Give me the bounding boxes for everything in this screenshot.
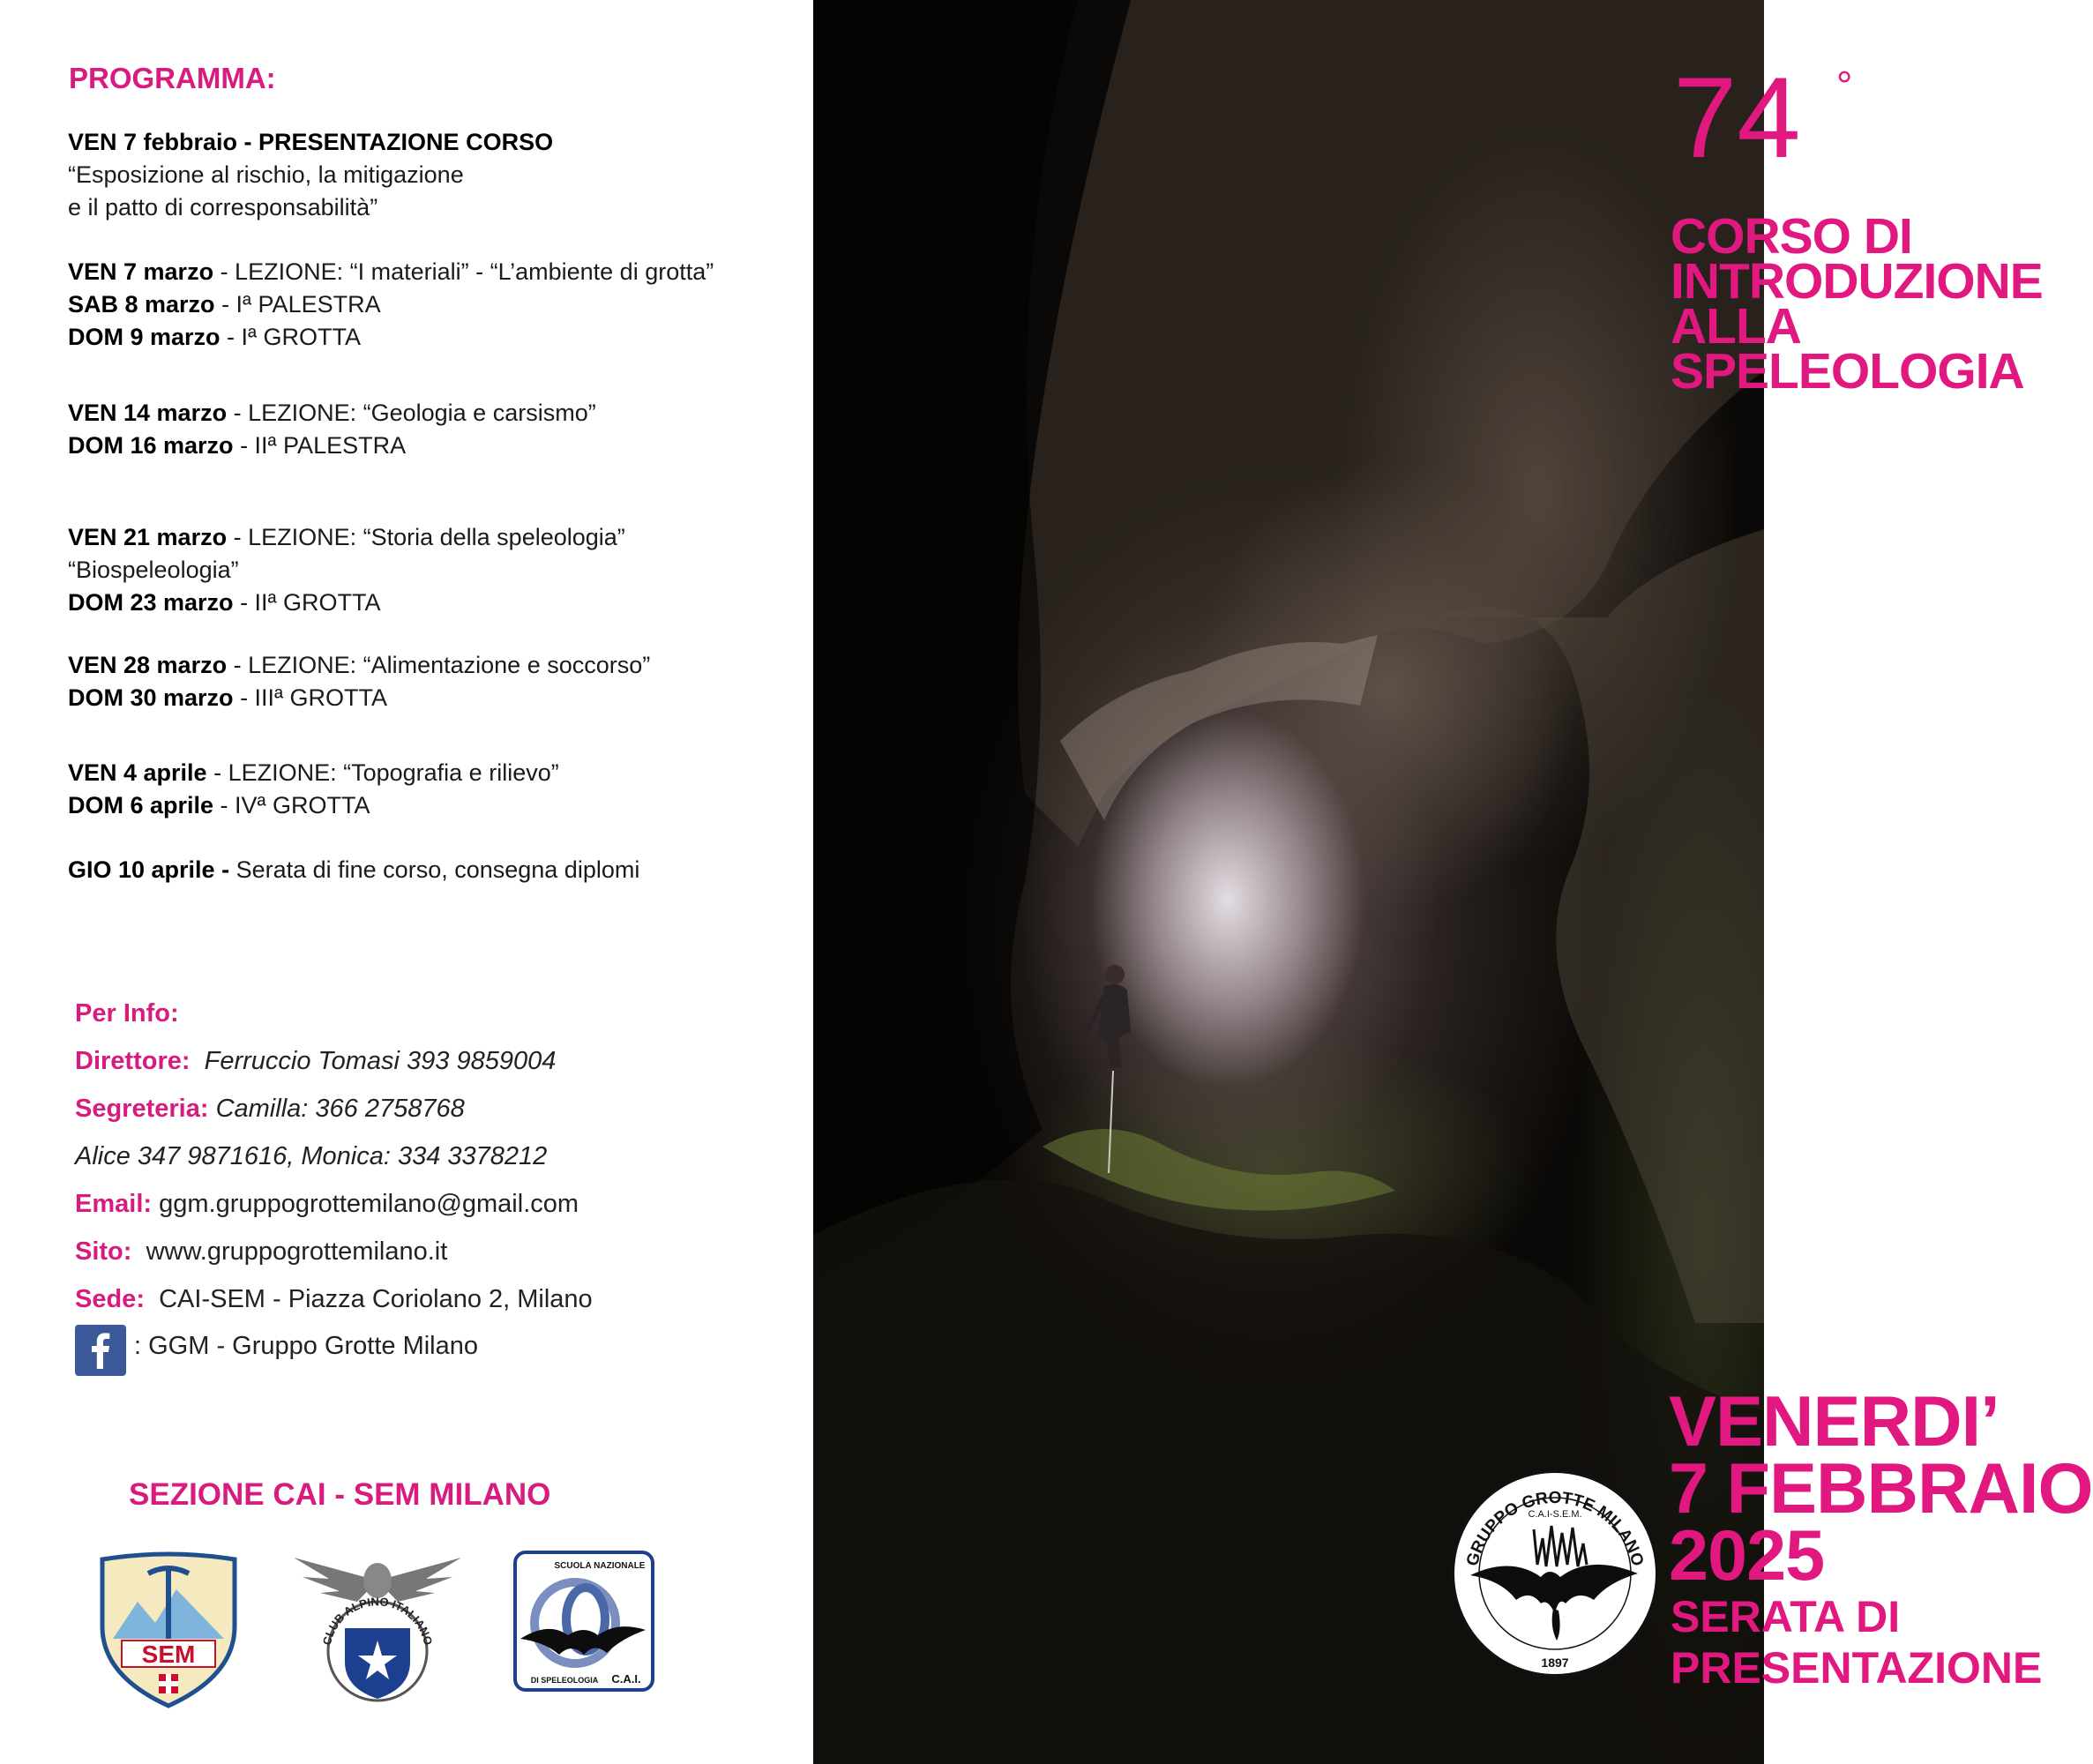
info-title: Per Info:	[75, 999, 179, 1028]
program-line	[68, 432, 406, 460]
facebook-icon[interactable]	[75, 1325, 126, 1376]
program-line	[68, 652, 650, 679]
event-subtitle-line: SERATA DI	[1671, 1592, 1901, 1641]
program-line	[68, 792, 370, 819]
program-line	[68, 557, 239, 584]
sem-logo-icon	[95, 1551, 242, 1709]
program-line	[68, 684, 387, 712]
sem-logo-text: SEM	[141, 1641, 196, 1668]
program-line	[68, 589, 381, 617]
program-date: DOM 6 aprile	[68, 792, 214, 818]
scuola-logo-bottom-text: DI SPELEOLOGIA	[530, 1676, 599, 1685]
program-text: - LEZIONE: “I materiali” - “L’ambiente di grotta”	[213, 258, 714, 285]
info-facebook[interactable]: : GGM - Gruppo Grotte Milano	[134, 1332, 479, 1360]
badge-year-text: 1897	[1541, 1656, 1569, 1670]
program-date: VEN 7 marzo	[68, 258, 214, 285]
scuola-logo-icon	[513, 1551, 654, 1692]
cave-photo	[813, 0, 2093, 1764]
program-date: GIO 10 aprile -	[68, 856, 230, 883]
program-text: - LEZIONE: “Geologia e carsismo”	[227, 400, 596, 426]
program-date: VEN 7 febbraio	[68, 129, 238, 155]
email-link[interactable]: ggm.gruppogrottemilano@gmail.com	[159, 1190, 579, 1218]
program-date: DOM 16 marzo	[68, 432, 234, 459]
info-seat: Sede: CAI-SEM - Piazza Coriolano 2, Milano	[75, 1285, 593, 1313]
scuola-logo-top-text: SCUOLA NAZIONALE	[554, 1561, 646, 1571]
program-line	[68, 524, 625, 551]
cai-logo-icon	[294, 1552, 461, 1711]
program-line	[68, 291, 381, 318]
program-date: SAB 8 marzo	[68, 291, 215, 318]
course-number: 74	[1673, 53, 1801, 182]
badge-sub-text: C.A.I-S.E.M.	[1528, 1509, 1582, 1520]
program-text: - IIª PALESTRA	[233, 432, 407, 459]
program-text: - PRESENTAZIONE CORSO	[237, 129, 554, 155]
program-text: - Iª GROTTA	[220, 324, 362, 350]
program-date: VEN 14 marzo	[68, 400, 228, 426]
program-text: “Biospeleologia”	[68, 557, 239, 583]
badge-arc-text: GRUPPO GROTTE MILANO	[1463, 1488, 1647, 1568]
program-panel	[0, 0, 813, 1764]
program-line	[68, 856, 639, 884]
degree-sign: °	[1836, 63, 1853, 108]
program-date: DOM 30 marzo	[68, 684, 234, 711]
course-title-line: ALLA	[1671, 298, 1801, 355]
event-subtitle-line: PRESENTAZIONE	[1671, 1643, 2043, 1693]
program-text: - IVª GROTTA	[213, 792, 370, 818]
program-line	[68, 324, 361, 351]
event-date-line: VENERDI’	[1669, 1382, 2000, 1461]
info-secretary: Segreteria: Camilla: 366 2758768	[75, 1095, 465, 1123]
info-secretary-more: Alice 347 9871616, Monica: 334 3378212	[75, 1142, 548, 1170]
program-text: - IIIª GROTTA	[233, 684, 388, 711]
event-date-line: 7 FEBBRAIO	[1669, 1449, 2093, 1529]
program-date: VEN 4 aprile	[68, 759, 207, 786]
program-title: PROGRAMMA:	[69, 62, 276, 94]
info-site[interactable]: Sito: www.gruppogrottemilano.it	[75, 1237, 448, 1266]
program-text: - Iª PALESTRA	[214, 291, 381, 318]
program-text: “Esposizione al rischio, la mitigazione	[68, 161, 464, 188]
program-line	[68, 161, 464, 189]
ggm-badge-icon	[1449, 1468, 1661, 1679]
scuola-logo-cai-text: C.A.I.	[611, 1672, 641, 1686]
program-text: - LEZIONE: “Storia della speleologia”	[227, 524, 625, 550]
cai-logo-text: CLUB ALPINO ITALIANO	[319, 1595, 436, 1647]
program-line	[68, 759, 559, 787]
course-title-line: SPELEOLOGIA	[1671, 343, 2024, 400]
program-line	[68, 400, 596, 427]
program-date: DOM 23 marzo	[68, 589, 234, 616]
program-date: DOM 9 marzo	[68, 324, 221, 350]
program-line	[68, 129, 553, 156]
course-title-line: CORSO DI	[1671, 208, 1912, 265]
program-text: e il patto di corresponsabilità”	[68, 194, 378, 220]
program-text: - IIª GROTTA	[233, 589, 381, 616]
info-director: Direttore: Ferruccio Tomasi 393 9859004	[75, 1047, 557, 1075]
program-date: VEN 21 marzo	[68, 524, 228, 550]
course-title-line: INTRODUZIONE	[1671, 253, 2043, 310]
program-date: VEN 28 marzo	[68, 652, 228, 678]
info-email[interactable]: Email: ggm.gruppogrottemilano@gmail.com	[75, 1190, 579, 1218]
section-title: SEZIONE CAI - SEM MILANO	[129, 1477, 551, 1512]
program-line	[68, 194, 377, 221]
site-link[interactable]: www.gruppogrottemilano.it	[146, 1237, 448, 1266]
event-date-line: 2025	[1669, 1516, 1825, 1596]
program-text: - LEZIONE: “Alimentazione e soccorso”	[227, 652, 651, 678]
program-text: Serata di fine corso, consegna diplomi	[229, 856, 640, 883]
program-line	[68, 258, 714, 286]
program-text: - LEZIONE: “Topografia e rilievo”	[206, 759, 559, 786]
